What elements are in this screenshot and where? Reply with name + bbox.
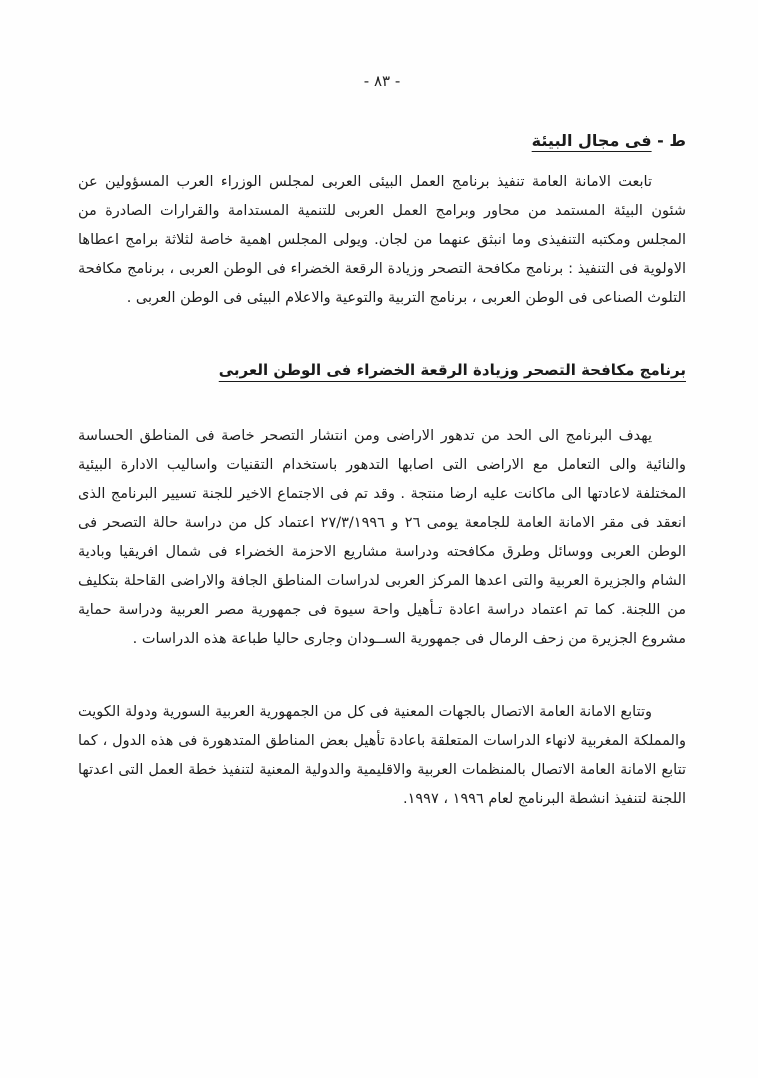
program-paragraph-1: يهدف البرنامج الى الحد من تدهور الاراضى ومن انتشار التصحر خاصة فى المناطق الحساسة والنائية والى التعامل مع الاراضى التى اصابها التدهور باستخدام التقنيات واساليب الادارة البيئية المختلفة لاعادتها الى ماكانت عليه ارضا منتجة . وقد تم فى الاجتماع الاخير للجنة تسيير البرنامج الذى انعقد فى مقر الامانة العامة للجامعة يومى ٢٦ و ٢٧/٣/١٩٩٦ اعتماد كل من دراسة حالة التصحر فى الوطن العربى ووسائل وطرق مكافحته ودراسة مشاريع الاحزمة الخضراء فى شمال افريقيا وبادية الشام والجزيرة العربية والتى اعدها المركز العربى لدراسات المناطق الجافة والاراضى القاحلة بتكليف من اللجنة. كما تم اعتماد دراسة اعادة تـأهيل واحة سيوة فى جمهورية مصر العربية ودراسة حماية مشروع الجزيرة من زحف الرمال فى جمهورية الســودان وجارى حاليا طباعة هذه الدراسات . [78, 427, 686, 647]
paragraph-spacer [78, 680, 686, 698]
section-heading-prefix: ط - [651, 131, 686, 150]
section-heading-title: فى مجال البيئة [531, 131, 652, 150]
intro-paragraph: تابعت الامانة العامة تنفيذ برنامج العمل البيئى العربى لمجلس الوزراء العرب المسؤولين عن شئون البيئة المستمد من محاور وبرامج العمل العربى للتنمية المستدامة والقرارات الصادرة من المجلس ومكتبه التنفيذى وما انبثق عنهما من لجان. ويولى المجلس اهمية خاصة لثلاثة برامج اعطاها الاولوية فى التنفيذ : برنامج مكافحة التصحر وزيادة الرقعة الخضراء فى الوطن العربى ، برنامج مكافحة التلوث الصناعى فى الوطن العربى ، برنامج التربية والتوعية والاعلام البيئى فى الوطن العربى . [78, 173, 686, 306]
program-paragraph-2: وتتابع الامانة العامة الاتصال بالجهات المعنية فى كل من الجمهورية العربية السورية ودولة الكويت والمملكة المغربية لانهاء الدراسات المتعلقة باعادة تأهيل بعض المناطق المتدهورة فى هذه الدول ، كما تتابع الامانة العامة الاتصال بالمنظمات العربية والاقليمية والدولية المعنية لتنفيذ خطة العمل التى اعدتها اللجنة لتنفيذ انشطة البرنامج لعام ١٩٩٦ ، ١٩٩٧. [78, 703, 686, 807]
program-heading: برنامج مكافحة التصحر وزيادة الرقعة الخضراء فى الوطن العربى [218, 360, 686, 379]
page-number: - ٨٣ - [363, 72, 401, 90]
section-heading [78, 128, 686, 154]
